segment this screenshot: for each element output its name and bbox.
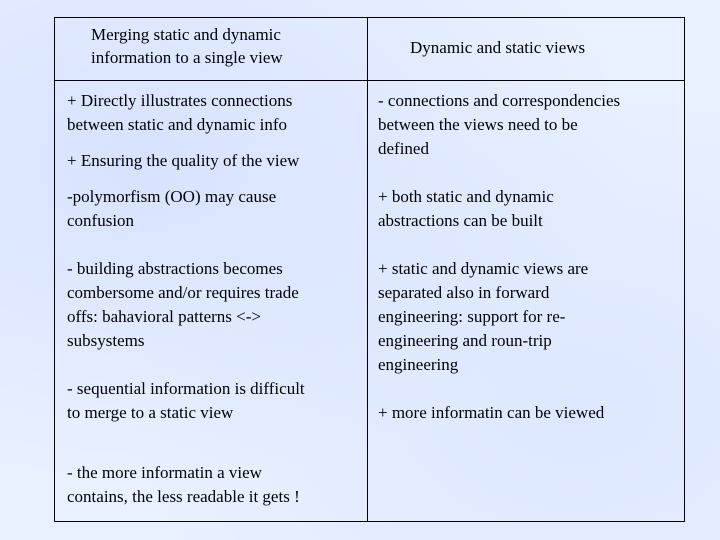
left-item-readability — [67, 461, 357, 509]
text-line: abstractions can be built — [378, 211, 543, 230]
header-left-line: information to a single view — [91, 48, 283, 67]
text-line: + Directly illustrates connections — [67, 91, 293, 110]
text-line: confusion — [67, 211, 135, 230]
text-line: - sequential information is difficult — [67, 379, 305, 398]
right-item-correspondencies — [378, 89, 678, 161]
left-item-building-abstractions — [67, 257, 357, 353]
text-line: engineering and roun-trip — [378, 331, 552, 350]
left-item-sequential — [67, 377, 357, 425]
text-line: between static and dynamic info — [67, 115, 287, 134]
text-line: subsystems — [67, 331, 145, 350]
text-line: + static and dynamic views are — [378, 259, 589, 278]
right-item-separated-views — [378, 257, 678, 377]
text-line: + Ensuring the quality of the view — [67, 151, 300, 170]
text-line: + more informatin can be viewed — [378, 403, 605, 422]
text-line: to merge to a static view — [67, 403, 234, 422]
left-item-direct-connections — [67, 89, 357, 137]
right-item-both-abstractions — [378, 185, 678, 233]
header-left-line: Merging static and dynamic — [91, 25, 281, 44]
left-item-quality — [67, 149, 357, 173]
text-line: - the more informatin a view — [67, 463, 262, 482]
text-line: offs: bahavioral patterns <-> — [67, 307, 261, 326]
right-item-more-information — [378, 401, 678, 425]
text-line: defined — [378, 139, 429, 158]
header-divider — [55, 80, 684, 81]
text-line: separated also in forward — [378, 283, 550, 302]
left-item-polymorfism — [67, 185, 357, 233]
text-line: engineering — [378, 355, 459, 374]
header-right: Dynamic and static views — [410, 38, 586, 57]
text-line: engineering: support for re- — [378, 307, 566, 326]
text-line: contains, the less readable it gets ! — [67, 487, 300, 506]
text-line: - connections and correspondencies — [378, 91, 621, 110]
text-line: -polymorfism (OO) may cause — [67, 187, 277, 206]
text-line: + both static and dynamic — [378, 187, 554, 206]
header-left — [91, 23, 351, 69]
text-line: between the views need to be — [378, 115, 578, 134]
text-line: - building abstractions becomes — [67, 259, 283, 278]
text-line: combersome and/or requires trade — [67, 283, 299, 302]
comparison-table — [54, 17, 685, 522]
column-divider — [367, 18, 368, 521]
